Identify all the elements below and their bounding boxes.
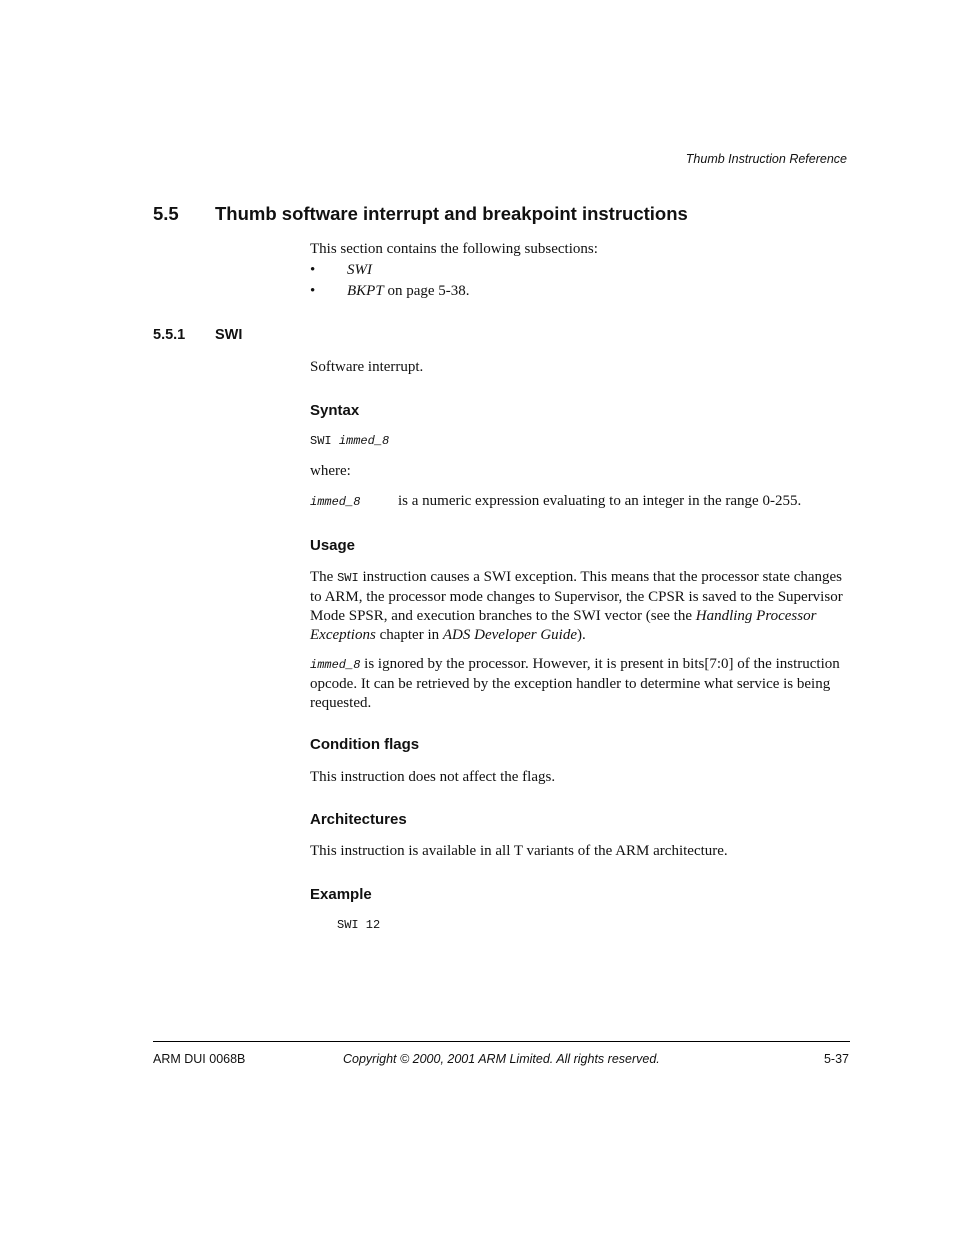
param-description: is a numeric expression evaluating to an integer in the range 0-255. — [398, 493, 802, 509]
subsection-number: 5.5.1 — [153, 327, 186, 343]
bullet-item-swi[interactable] — [347, 262, 372, 279]
usage-text: is ignored by the processor. However, it is present in bits[7:0] of the instruction opcode. It can be retrieved by the exception handler to determine what service is being requested. — [310, 656, 840, 711]
footer-rule — [153, 1041, 850, 1042]
bullet-marker: • — [310, 283, 316, 299]
syntax-heading: Syntax — [310, 402, 360, 419]
ref-ads-developer-guide[interactable]: ADS Developer Guide — [442, 627, 577, 643]
usage-paragraph-2 — [310, 655, 851, 713]
syntax-code — [310, 434, 389, 448]
usage-text: The — [310, 569, 338, 585]
section-intro: This section contains the following subsections: — [310, 241, 598, 257]
subsection-title: SWI — [215, 327, 243, 343]
bullet-marker: • — [310, 262, 316, 278]
usage-text: instruction causes a SWI exception. This means that the processor state changes to ARM, the processor mode changes to Supervisor, the CPSR is saved to the Supervisor Mode SPSR, and execution branches to the SWI vector (see the — [310, 569, 843, 624]
bullet-item-bkpt[interactable] — [347, 283, 470, 300]
section-title: Thumb software interrupt and breakpoint instructions — [215, 203, 688, 224]
footer-copyright: Copyright © 2000, 2001 ARM Limited. All rights reserved. — [343, 1052, 660, 1066]
syntax-argument: immed_8 — [338, 434, 390, 448]
usage-code-immed8: immed_8 — [310, 658, 361, 672]
architectures-text: This instruction is available in all T variants of the ARM architecture. — [310, 843, 728, 859]
footer-doc-id: ARM DUI 0068B — [153, 1052, 246, 1066]
usage-code-swi: SWI — [337, 571, 359, 585]
section-number: 5.5 — [153, 203, 179, 224]
architectures-heading: Architectures — [310, 811, 407, 828]
usage-paragraph-1 — [310, 568, 851, 645]
example-code: SWI 12 — [337, 918, 381, 932]
condition-flags-heading: Condition flags — [310, 736, 420, 753]
where-label: where: — [310, 463, 351, 479]
subsection-description: Software interrupt. — [310, 359, 424, 375]
syntax-keyword: SWI — [310, 434, 332, 448]
link-bkpt[interactable]: BKPT — [347, 283, 384, 299]
usage-heading: Usage — [310, 537, 356, 554]
usage-text: chapter in — [375, 627, 443, 643]
link-swi[interactable]: SWI — [347, 262, 372, 278]
condition-flags-text: This instruction does not affect the flags. — [310, 769, 556, 785]
running-header: Thumb Instruction Reference — [685, 152, 847, 166]
bullet-suffix: on page 5-38. — [383, 283, 470, 299]
param-name: immed_8 — [310, 495, 361, 509]
example-heading: Example — [310, 886, 372, 903]
ref-handling-processor-exceptions[interactable]: Handling Processor Exceptions — [310, 608, 817, 643]
usage-text: ). — [577, 627, 586, 643]
footer-page-number: 5-37 — [823, 1052, 849, 1066]
